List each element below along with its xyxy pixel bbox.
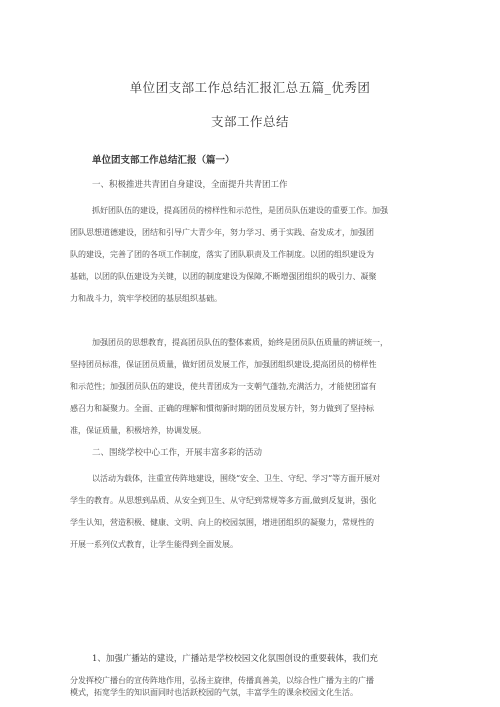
- paragraph-line: 力和战斗力，筑牢学校团的基层组织基础。: [70, 294, 222, 303]
- paragraph-line: 队的建设，完善了团的各项工作制度，落实了团队职责及工作制度。以团的组织建设为: [70, 250, 374, 259]
- section-title: 单位团支部工作总结汇报（篇一）: [92, 155, 235, 166]
- list-item-1: 1、加强广播站的建设，广播站是学校校园文化氛围创设的重要载体，我们充: [92, 654, 378, 664]
- paragraph-2: [70, 332, 432, 442]
- paragraph-line: 抓好团队伍的建设，提高团员的榜样性和示范性，是团员队伍建设的重要工作。加强: [92, 206, 388, 215]
- paragraph-line: 模式，拓宽学生的知识面同时也活跃校园的气氛，丰富学生的课余校园文化生活。: [70, 688, 358, 697]
- paragraph-4: [70, 675, 440, 699]
- paragraph-line: 坚持团员标准，保证团员质量，做好团员发展工作，加强团组织建设,提高团员的榜样性: [70, 360, 377, 369]
- paragraph-line: 感召力和凝聚力。全面、正确的理解和慣彻新时期的团员发展方针，努力做到了坚持标: [70, 404, 374, 413]
- paragraph-line: 加强团员的思想教育，提高团员队伍的整体素质，始终是团员队伍质量的辨证统一，: [92, 338, 388, 347]
- paragraph-line: 分发挥校广播台的宣传阵地作用，弘扬主旋律，传播真善美，以综合性广播为主的广播: [70, 676, 374, 685]
- paragraph-line: 开展一系列仪式教育，让学生能得到全面发展。: [70, 540, 238, 549]
- heading-2: 二、围绕学校中心工作，开展丰富多彩的活动: [92, 448, 263, 458]
- document-title-line-2: 支部工作总结: [210, 114, 289, 129]
- paragraph-1: [70, 200, 432, 310]
- document-title-line-1: 单位团支部工作总结汇报汇总五篇_优秀团: [129, 80, 371, 95]
- paragraph-line: 学生的教育。从思想到品质、从安全到卫生、从守纪到常规等多方面,做到反复讲，强化: [70, 496, 377, 505]
- paragraph-3: [70, 468, 432, 556]
- paragraph-line: 准，保证质量，积极培养，协调发展。: [70, 426, 206, 435]
- heading-1: 一、积极推进共青团自身建设，全面提升共青团工作: [92, 180, 288, 190]
- paragraph-line: 学生认知，营造积极、健康、文明、向上的校园氛围，增进团组织的凝聚力，常规性的: [70, 518, 374, 527]
- paragraph-line: 基础，以团的队伍建设为关键，以团的制度建设为保障,不断增强团组织的吸引力、凝聚: [70, 272, 377, 281]
- paragraph-line: 和示范性；加强团员队伍的建设，使共青团成为一支朝气蓬勃,充满活力，才能使团富有: [70, 382, 377, 391]
- paragraph-line: 以活动为载体，注重宣传阵地建设，围绕“安全、卫生、守纪、学习”等方面开展对: [92, 474, 381, 483]
- paragraph-line: 团队思想道德建设，团结和引导广大青少年，努力学习、勇于实践、奋发成才，加强团: [70, 228, 374, 237]
